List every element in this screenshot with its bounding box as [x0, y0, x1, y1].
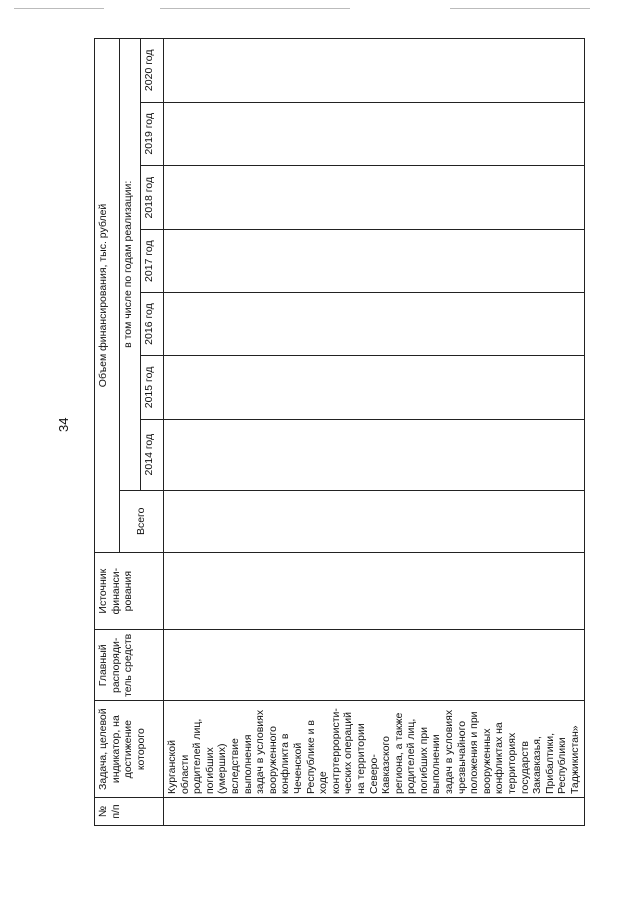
cell-year-2018 — [164, 165, 585, 230]
col-header-year-2020: 2020 год — [141, 39, 164, 103]
rotated-table-container — [94, 38, 581, 826]
col-header-year-2014: 2014 год — [141, 419, 164, 490]
cell-task-text: Курганской области родителей лиц, погибших (умерших) вследствие выполнения задач в условиях вооруженного конфликта в Чеченской Республике и в ходе контртеррористи-ческих операций на территории Северо-Кавказского региона, а также родителей лиц, погибших при выполнении задач в условиях чрезвычайного положения и при вооруженных конфликтах на территориях государств Закавказья, Прибалтики, Республики Таджикистан» — [164, 701, 585, 798]
col-header-year-2015: 2015 год — [141, 356, 164, 419]
cell-manager — [164, 630, 585, 701]
cell-year-2019 — [164, 102, 585, 165]
cell-year-2020 — [164, 39, 585, 103]
col-header-year-2018: 2018 год — [141, 165, 164, 230]
scan-mark-left — [14, 8, 104, 9]
col-header-total: Всего — [120, 490, 164, 552]
page-number: 34 — [56, 417, 71, 432]
scan-mark-center — [160, 8, 350, 9]
col-header-year-2017: 2017 год — [141, 230, 164, 292]
col-header-by-years: в том числе по годам реализации: — [120, 39, 141, 491]
cell-year-2014 — [164, 419, 585, 490]
col-header-manager: Главный распоряди-тель средств — [95, 630, 164, 701]
col-header-year-2019: 2019 год — [141, 102, 164, 165]
cell-year-2017 — [164, 230, 585, 292]
cell-source — [164, 552, 585, 629]
cell-year-2015 — [164, 356, 585, 419]
funding-table — [94, 38, 585, 826]
table-row — [164, 39, 585, 826]
col-header-task: Задача, целевой индикатор, на достижение которого — [95, 701, 164, 798]
header-row-1 — [95, 39, 120, 826]
col-header-num: № п/п — [95, 798, 164, 826]
col-header-source: Источник финанси-рования — [95, 552, 164, 629]
scan-mark-right — [450, 8, 590, 9]
col-header-funding: Объем финансирования, тыс. рублей — [95, 39, 120, 553]
cell-year-2016 — [164, 292, 585, 355]
cell-num — [164, 798, 585, 826]
col-header-year-2016: 2016 год — [141, 292, 164, 355]
cell-total — [164, 490, 585, 552]
